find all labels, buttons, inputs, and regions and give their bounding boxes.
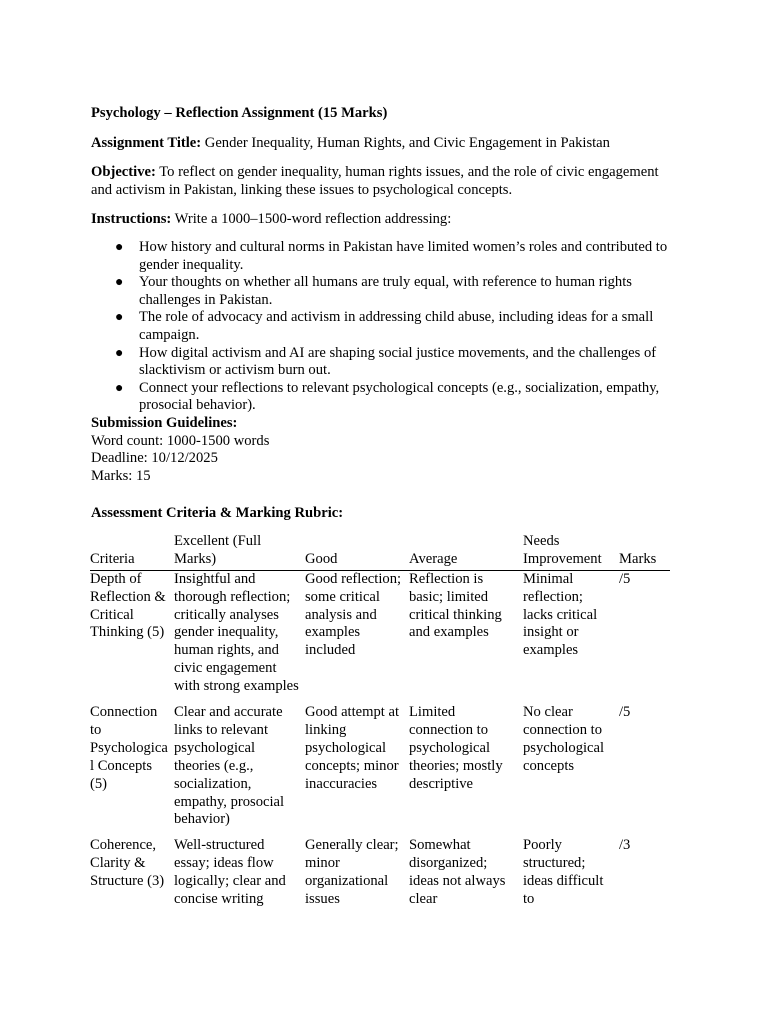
bullet-icon: ● xyxy=(115,310,124,326)
table-cell: Minimal reflection; lacks critical insight or examples xyxy=(523,570,598,659)
column-header: Average xyxy=(409,533,523,570)
bullet-icon: ● xyxy=(115,345,124,361)
table-cell: Poorly structured; ideas difficult to xyxy=(523,837,604,908)
document-content xyxy=(91,105,681,917)
column-header: Excellent (Full Marks) xyxy=(174,533,305,570)
table-row xyxy=(90,570,670,704)
column-header: Good xyxy=(305,533,409,570)
document-title: Psychology – Reflection Assignment (15 Marks) xyxy=(91,105,388,121)
table-header-row xyxy=(90,533,670,570)
list-item-text: Connect your reflections to relevant psychological concepts (e.g., socialization, empathy, prosocial behavior). xyxy=(139,379,660,414)
list-item-text: How digital activism and AI are shaping social justice movements, and the challenges of slacktivism or activism burn out. xyxy=(139,344,657,379)
table-cell: Good reflection; some critical analysis and examples included xyxy=(305,570,402,659)
table-cell: Generally clear; minor organizational issues xyxy=(305,837,399,908)
list-item xyxy=(91,380,681,415)
submission-heading: Submission Guidelines: xyxy=(91,414,238,431)
marks-total: Marks: 15 xyxy=(91,467,151,484)
table-cell: Well-structured essay; ideas flow logically; clear and concise writing xyxy=(174,837,286,908)
table-row xyxy=(90,837,670,917)
table-cell: Connection to Psychological Concepts (5) xyxy=(90,704,168,792)
assignment-title-paragraph xyxy=(91,135,681,153)
table-cell: Depth of Reflection & Critical Thinking (5) xyxy=(90,570,166,641)
bullet-icon: ● xyxy=(115,275,124,291)
deadline: Deadline: 10/12/2025 xyxy=(91,450,218,467)
list-item-text: Your thoughts on whether all humans are truly equal, with reference to human rights challenges in Pakistan. xyxy=(139,274,632,308)
list-item-text: How history and cultural norms in Pakistan have limited women’s roles and contributed to gender inequality. xyxy=(139,238,668,273)
column-header: Needs Improvement xyxy=(523,533,619,570)
bullet-icon: ● xyxy=(115,239,124,255)
list-item xyxy=(91,274,681,309)
table-cell: /5 xyxy=(619,704,631,721)
bullet-icon: ● xyxy=(115,380,124,396)
word-count: Word count: 1000-1500 words xyxy=(91,432,270,449)
table-cell: Coherence, Clarity & Structure (3) xyxy=(90,837,165,890)
table-cell: Limited connection to psychological theories; mostly descriptive xyxy=(409,704,503,792)
assignment-title-label: Assignment Title: xyxy=(91,134,202,151)
list-item xyxy=(91,239,681,274)
instructions-label: Instructions: xyxy=(91,211,172,228)
table-cell: Clear and accurate links to relevant psychological theories (e.g., socialization, empathy, prosocial behavior) xyxy=(174,704,285,828)
table-cell: Somewhat disorganized; ideas not always clear xyxy=(409,837,506,908)
table-cell: Reflection is basic; limited critical thinking and examples xyxy=(409,570,502,641)
table-cell: /3 xyxy=(619,837,631,854)
column-header: Marks xyxy=(619,533,670,570)
table-cell: Insightful and thorough reflection; critically analyses gender inequality, human rights, and civic engagement with strong examples xyxy=(174,570,299,695)
table-cell: /5 xyxy=(619,570,631,587)
list-item-text: The role of advocacy and activism in addressing child abuse, including ideas for a small campaign. xyxy=(139,309,654,343)
instructions-paragraph xyxy=(91,211,681,229)
objective-paragraph xyxy=(91,164,681,199)
table-cell: Good attempt at linking psychological concepts; minor inaccuracies xyxy=(305,704,400,792)
column-header: Criteria xyxy=(90,533,174,570)
list-item xyxy=(91,309,681,344)
list-item xyxy=(91,345,681,380)
objective-label: Objective: xyxy=(91,164,156,181)
assignment-title-text: Gender Inequality, Human Rights, and Civic Engagement in Pakistan xyxy=(201,134,610,151)
instructions-list xyxy=(91,239,681,415)
table-cell: No clear connection to psychological concepts xyxy=(523,704,605,774)
rubric-heading: Assessment Criteria & Marking Rubric: xyxy=(91,505,344,522)
table-row xyxy=(90,704,670,837)
rubric-table xyxy=(90,533,670,917)
objective-text: To reflect on gender inequality, human rights issues, and the role of civic engagement and activism in Pakistan, linking these issues to psychological concepts. xyxy=(91,164,659,198)
submission-guidelines xyxy=(91,415,681,485)
instructions-text: Write a 1000–1500-word reflection addressing: xyxy=(171,211,452,228)
